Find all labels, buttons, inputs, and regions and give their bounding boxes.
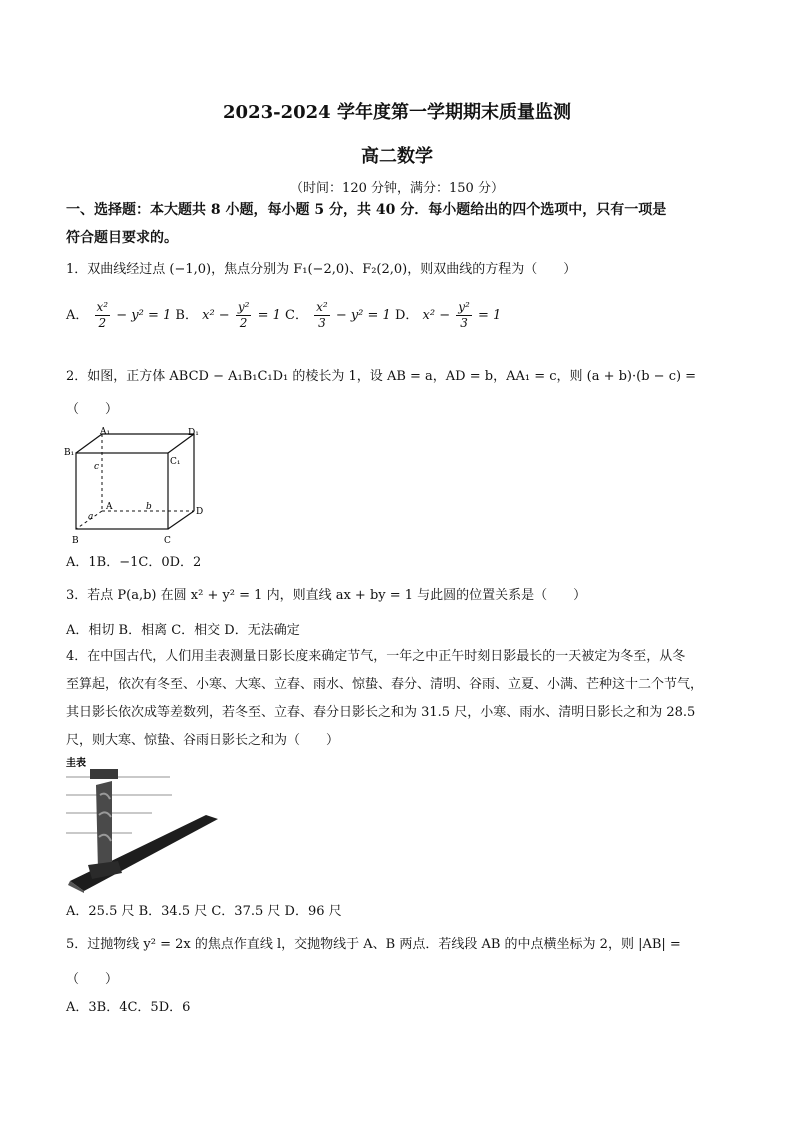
q1-option-b-tail: = 1 xyxy=(257,308,281,323)
label-vec-c: c xyxy=(94,462,100,472)
label-b: B xyxy=(72,536,79,546)
q1-option-d-head: x² − xyxy=(422,308,451,323)
cube-figure xyxy=(60,425,210,547)
exam-title: 2023-2024 学年度第一学期期末质量监测 xyxy=(223,102,571,123)
label-b1: B₁ xyxy=(64,448,75,458)
q1-option-c-label: C． xyxy=(285,308,308,323)
q1-option-c-tail: − y² = 1 xyxy=(335,308,391,323)
q1-d-num: y² xyxy=(458,300,470,314)
subject-title: 高二数学 xyxy=(361,146,433,167)
q1-b-den: 2 xyxy=(239,316,248,330)
q1-option-d-tail: = 1 xyxy=(478,308,502,323)
cube-back-edges xyxy=(102,434,194,511)
guibiao-caption: 圭表 xyxy=(66,758,86,769)
q1-d-den: 3 xyxy=(460,316,468,330)
q1-option-b-label: B． xyxy=(175,308,198,323)
label-d1: D₁ xyxy=(188,428,199,438)
time-info: （时间：120 分钟，满分：150 分） xyxy=(290,181,504,196)
q4-line1: 4．在中国古代，人们用圭表测量日影长度来确定节气，一年之中正午时刻日影最长的一天被定为冬至，从冬 xyxy=(66,649,686,664)
q1-a-den: 2 xyxy=(98,316,107,330)
section-heading-line1: 一、选择题：本大题共 8 小题，每小题 5 分，共 40 分．每小题给出的四个选项中，只有一项是 xyxy=(66,202,667,218)
label-c: C xyxy=(164,536,171,546)
label-a: A xyxy=(106,502,113,512)
label-a1: A₁ xyxy=(100,427,111,437)
q1-option-d-label: D． xyxy=(394,308,419,323)
q5-stem: 5．过抛物线 y² = 2x 的焦点作直线 l，交抛物线于 A、B 两点．若线段 AB 的中点横坐标为 2，则 |AB| = xyxy=(66,937,681,952)
q1-option-b-fraction xyxy=(236,300,252,331)
q1-option-a-tail: − y² = 1 xyxy=(116,308,172,323)
q1-stem: 1．双曲线经过点 (−1,0)，焦点分别为 F₁(−2,0)、F₂(2,0)，则双曲线的方程为（ ） xyxy=(66,262,577,277)
guibiao-photo xyxy=(62,755,220,893)
cube-edge-b1a1 xyxy=(76,434,102,453)
q1-options xyxy=(66,300,501,331)
q1-option-c-fraction xyxy=(314,300,330,331)
label-d: D xyxy=(196,507,204,517)
q1-option-a-label: A． xyxy=(66,308,89,323)
q2-paren: （ ） xyxy=(66,402,119,417)
q5-options: A．3B．4C．5D．6 xyxy=(66,1000,191,1015)
q1-c-num: x² xyxy=(316,300,328,314)
q1-c-den: 3 xyxy=(318,316,326,330)
q3-stem: 3．若点 P(a,b) 在圆 x² + y² = 1 内，则直线 ax + by = 1 与此圆的位置关系是（ ） xyxy=(66,588,587,603)
gnomon-top xyxy=(90,769,118,779)
q1-option-a-fraction xyxy=(95,300,111,331)
label-vec-b: b xyxy=(146,502,152,512)
q2-options: A．1B．−1C．0D．2 xyxy=(66,555,202,570)
q4-line4: 尺，则大寒、惊蛰、谷雨日影长之和为（ ） xyxy=(66,733,340,748)
q1-a-num: x² xyxy=(96,300,109,314)
label-vec-a: a xyxy=(88,512,94,522)
q4-line2: 至算起，依次有冬至、小寒、大寒、立春、雨水、惊蛰、春分、清明、谷雨、立夏、小满、芒种这十二个节气， xyxy=(66,677,704,692)
section-heading-line2: 符合题目要求的。 xyxy=(66,230,178,246)
q1-option-d-fraction xyxy=(456,300,472,331)
q2-stem: 2．如图，正方体 ABCD − A₁B₁C₁D₁ 的棱长为 1，设 AB = a，AD = b，AA₁ = c，则 (a + b)·(b − c) = xyxy=(66,369,697,384)
q1-b-num: y² xyxy=(237,300,250,314)
q4-line3: 其日影长依次成等差数列，若冬至、立春、春分日影长之和为 31.5 尺，小寒、雨水、清明日影长之和为 28.5 xyxy=(66,705,696,720)
q4-options: A．25.5 尺 B．34.5 尺 C．37.5 尺 D．96 尺 xyxy=(66,904,342,919)
label-c1: C₁ xyxy=(170,457,181,467)
q3-options: A．相切 B．相离 C．相交 D．无法确定 xyxy=(66,623,300,638)
q5-paren: （ ） xyxy=(66,972,119,987)
q1-option-b-head: x² − xyxy=(202,308,230,323)
cube-edge-cd xyxy=(168,511,194,529)
